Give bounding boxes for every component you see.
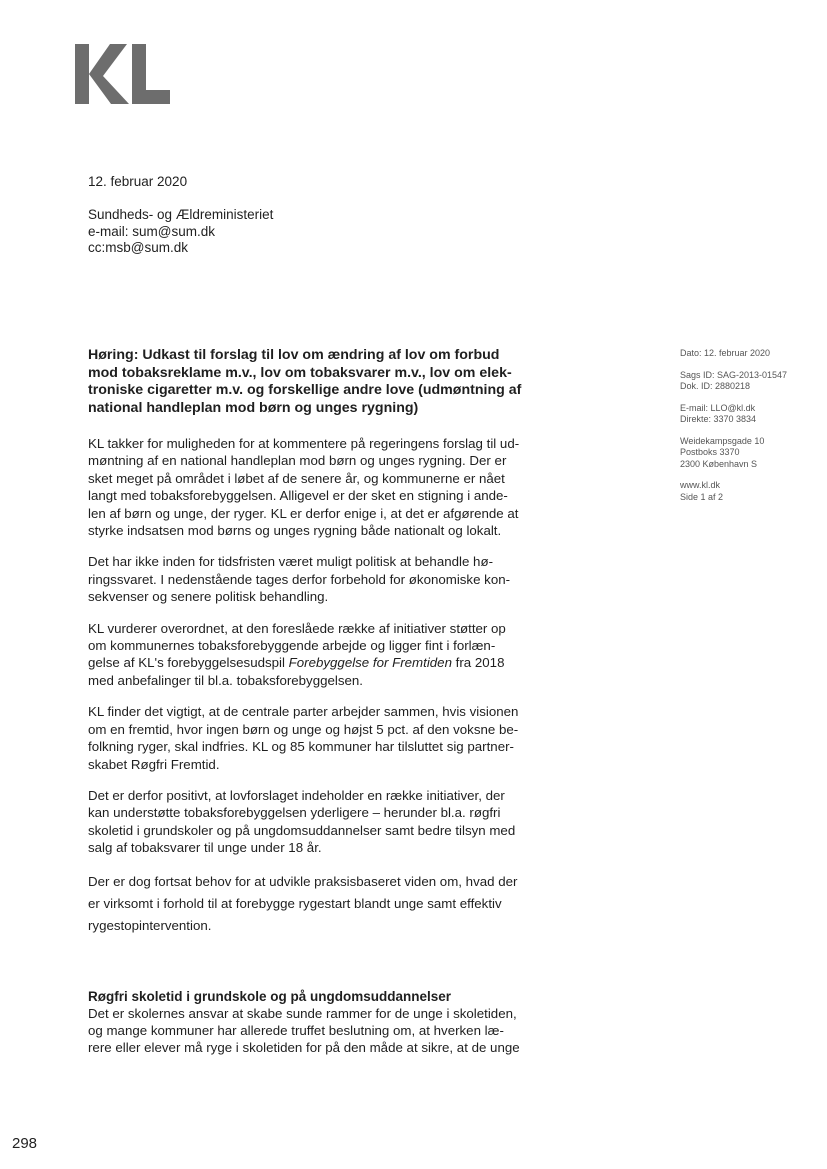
paragraph-intro: KL takker for muligheden for at kommentere på regeringens forslag til ud- møntning af en national handleplan mod børn og unges rygning. Der er sket meget på området i løbet af de senere år, og kommunerne er nået langt med tobaksforebyggelsen. Alligevel er der sket en stigning i ande- len af børn og unge, der ryger. KL er derfor enige i, at det er afgørende at styrke indsatsen mod børns og unges rygning både nationalt og lokalt. [88, 436, 520, 539]
paragraph-partnership: KL finder det vigtigt, at de centrale parter arbejder sammen, hvis visionen om en fremtid, hvor ingen børn og unge og højst 5 pct. af den voksne be- folkning ryger, skal indfries. KL og 85 kommuner har tilsluttet sig partner- skabet Røgfri Fremtid. [88, 704, 519, 772]
meta-address-pobox: Postboks 3370 [680, 447, 740, 457]
letter-body [88, 347, 566, 951]
recipient-block [88, 207, 273, 257]
paragraph-knowledge: Der er dog fortsat behov for at udvikle praksisbaseret viden om, hvad der er virksomt i forhold til at forebygge rygestart blandt unge samt effektiv rygestopintervention. [88, 873, 518, 933]
publication-title: Forebyggelse for Fremtiden [288, 655, 452, 671]
meta-date: Dato: 12. februar 2020 [680, 348, 771, 358]
page-number: 298 [12, 1135, 38, 1152]
meta-case-id: Sags ID: SAG-2013-01547 [680, 369, 788, 380]
sidebar-meta [680, 348, 810, 513]
section-text: Det er skolernes ansvar at skabe sunde rammer for de unge i skoletiden, og mange kommuner har allerede truffet beslutning om, at hverken læ- rere eller elever må ryge i skoletiden for på den måde at sikre, at de unge [88, 1006, 520, 1055]
meta-website: www.kl.dk [680, 480, 721, 490]
meta-email: E-mail: LLO@kl.dk [680, 402, 756, 413]
paragraph-reservation: Det har ikke inden for tidsfristen været muligt politisk at behandle hø- ringssvaret. I nedenstående tages derfor forbehold for økonomiske kon- sekvenser og senere politisk behandling. [88, 554, 511, 605]
paragraph-initiatives: Det er derfor positivt, at lovforslaget indeholder en række initiativer, der kan understøtte tobaksforebyggelsen yderligere – herunder bl.a. røgfri skoletid i grundskoler og på ungdomsuddannelser samt bedre tilsyn med salg af tobaksvarer til unge under 18 år. [88, 787, 516, 856]
meta-address-street: Weidekampsgade 10 [680, 435, 765, 446]
meta-direct-phone: Direkte: 3370 3834 [680, 414, 757, 424]
recipient-email: e-mail: sum@sum.dk [88, 223, 215, 239]
recipient-name: Sundheds- og Ældreministeriet [88, 207, 274, 222]
paragraph-assessment-text-2: fra 2018 med anbefalinger til bl.a. tobaksforebyggelsen. [88, 655, 505, 688]
kl-logo [72, 42, 172, 106]
meta-page-count: Side 1 af 2 [680, 491, 724, 502]
recipient-cc: cc:msb@sum.dk [88, 240, 188, 255]
letter-date: 12. februar 2020 [88, 174, 188, 189]
section-smoke-free-school [88, 988, 566, 1056]
paragraph-assessment-text-1: KL vurderer overordnet, at den foreslåede række af initiativer støtter op om kommunernes tobaksforebyggende arbejde og ligger fint i forlæn- gelse af KL's forebyggelsesudspil [88, 620, 506, 671]
section-title: Røgfri skoletid i grundskole og på ungdomsuddannelser [88, 989, 452, 1004]
paragraph-assessment [88, 620, 566, 690]
meta-address-city: 2300 København S [680, 458, 758, 469]
document-title: Høring: Udkast til forslag til lov om ændring af lov om forbud mod tobaksreklame m.v., lov om tobaksvarer m.v., lov om elek- troniske cigaretter m.v. og forskellige andre love (udmøntning af national handleplan mod børn og unges rygning) [88, 347, 522, 416]
meta-document-id: Dok. ID: 2880218 [680, 381, 751, 391]
kl-logo-mark [72, 42, 172, 106]
